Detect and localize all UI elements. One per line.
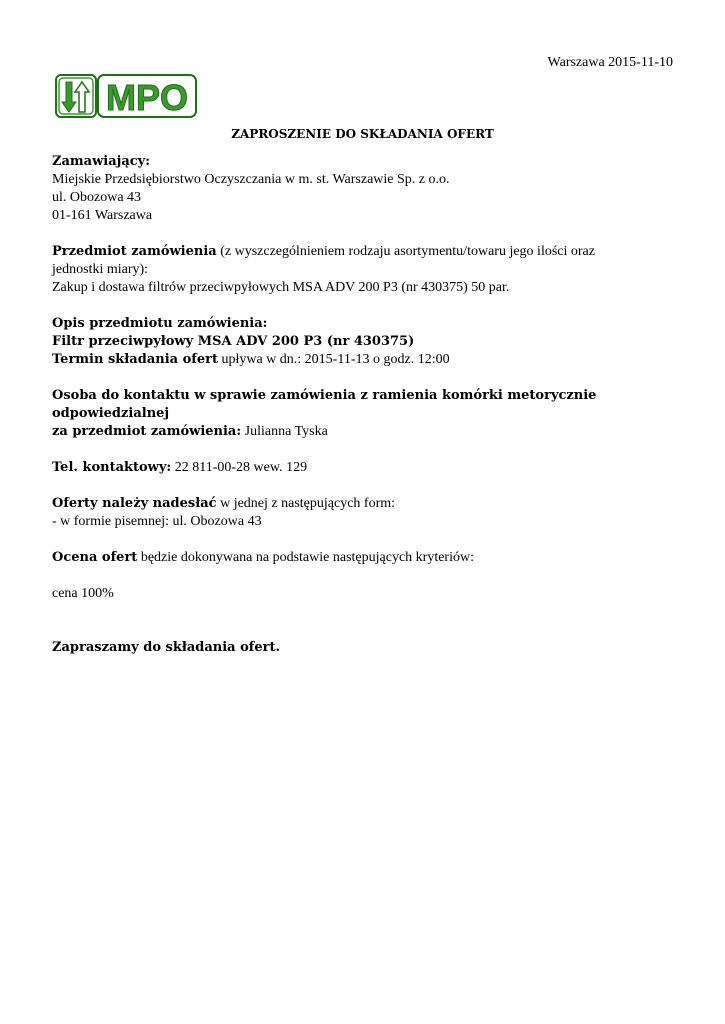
contact-label-continued: za przedmiot zamówienia: (52, 424, 242, 439)
subject-section (52, 243, 682, 297)
evaluation-label: Ocena ofert (52, 550, 138, 565)
evaluation-criterion: cena 100% (52, 586, 114, 601)
subject-label: Przedmiot zamówienia (52, 244, 217, 259)
evaluation-section (52, 549, 682, 567)
submission-text: w jednej z następujących form: (216, 496, 396, 511)
subject-note-continued: jednostki miary): (52, 262, 149, 277)
evaluation-text: będzie dokonywana na podstawie następujących kryteriów: (137, 550, 474, 565)
submission-form: - w formie pisemnej: ul. Obozowa 43 (52, 514, 262, 529)
subject-note: (z wyszczególnieniem rodzaju asortymentu/towaru jego ilości oraz (216, 244, 595, 259)
closing-text: Zapraszamy do składania ofert. (52, 640, 281, 655)
closing-section (52, 639, 682, 657)
subject-text: Zakup i dostawa filtrów przeciwpyłowych MSA ADV 200 P3 (nr 430375) 50 par. (52, 280, 510, 295)
deadline-text: upływa w dn.: 2015-11-13 o godz. 12:00 (217, 352, 450, 367)
contact-person: Julianna Tyska (241, 424, 328, 439)
deadline-label: Termin składania ofert (52, 352, 218, 367)
description-section (52, 315, 682, 369)
description-item: Filtr przeciwpyłowy MSA ADV 200 P3 (nr 430375) (52, 334, 415, 349)
phone-section (52, 459, 682, 477)
logo-text: MPO (105, 77, 189, 118)
orderer-city: 01-161 Warszawa (52, 208, 153, 223)
submission-label: Oferty należy nadesłać (52, 496, 217, 511)
phone-value: 22 811-00-28 wew. 129 (171, 460, 308, 475)
document-date: Warszawa 2015-11-10 (547, 55, 673, 70)
contact-label: Osoba do kontaktu w sprawie zamówienia z ramienia komórki metorycznie odpowiedzialnej (52, 388, 597, 421)
orderer-name: Miejskie Przedsiębiorstwo Oczyszczania w m. st. Warszawie Sp. z o.o. (52, 172, 450, 187)
document-body (52, 153, 682, 675)
page-title: ZAPROSZENIE DO SKŁADANIA OFERT (231, 127, 494, 141)
orderer-street: ul. Obozowa 43 (52, 190, 142, 205)
submission-section (52, 495, 682, 531)
orderer-section (52, 153, 682, 225)
orderer-label: Zamawiający: (52, 154, 151, 169)
description-label: Opis przedmiotu zamówienia: (52, 316, 268, 331)
contact-section (52, 387, 682, 441)
phone-label: Tel. kontaktowy: (52, 460, 172, 475)
criterion-section (52, 585, 682, 603)
mpo-logo (55, 74, 197, 118)
